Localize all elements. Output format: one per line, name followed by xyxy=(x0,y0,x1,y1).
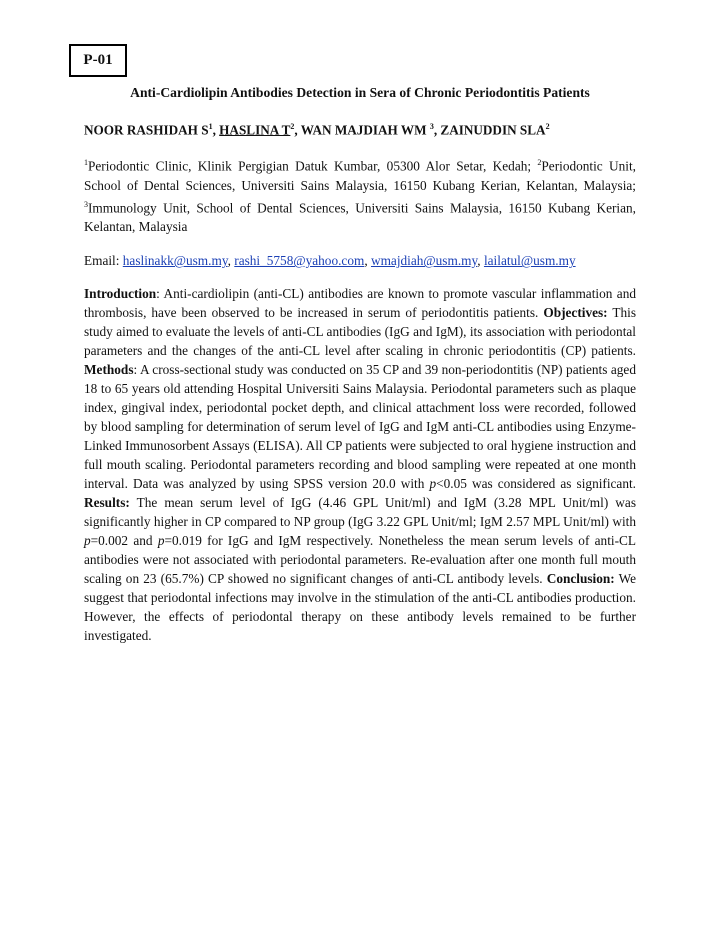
author-affil-sup: 3 xyxy=(429,122,434,131)
author-name: NOOR RASHIDAH S xyxy=(84,122,209,138)
results-text: =0.019 for IgG and IgM respectively. Nonetheless the mean serum levels of anti-CL antibodies were not associated with periodontal parameters. Re-evaluation after one month full mouth scaling on 23 (65.7%) CP showed no significant changes of anti-CL antibody levels. xyxy=(84,533,637,587)
p-value-symbol: p xyxy=(157,533,165,549)
author-list xyxy=(84,118,636,139)
methods-text: <0.05 was considered as significant. xyxy=(436,476,636,492)
email-separator: , xyxy=(364,253,371,269)
author-affil-sup: 2 xyxy=(290,122,295,131)
email-separator: , xyxy=(227,253,235,269)
paper-title: Anti-Cardiolipin Antibodies Detection in Sera of Chronic Periodontitis Patients xyxy=(130,85,590,100)
email-link[interactable]: wmajdiah@usm.my xyxy=(370,253,478,269)
email-link[interactable]: haslinakk@usm.my xyxy=(122,253,228,269)
methods-heading: Methods xyxy=(84,362,134,378)
conclusion-text: We suggest that periodontal infections may involve in the stimulation of the anti-CL antibodies production. However, the effects of periodontal therapy on these antibody levels remained to be further investigated. xyxy=(84,571,636,644)
abstract-text xyxy=(84,284,636,645)
objectives-text: This study aimed to evaluate the levels of anti-CL antibodies (IgG and IgM), its association with periodontal parameters and the changes of the anti-CL level after scaling in chronic periodontitis (CP) patients. xyxy=(84,305,636,359)
author-separator: , xyxy=(212,122,220,138)
author-affil-sup: 1 xyxy=(208,122,213,131)
email-link[interactable]: rashi_5758@yahoo.com xyxy=(234,253,365,269)
email-separator: , xyxy=(477,253,484,269)
abstract-code-box: P-01 xyxy=(69,44,127,77)
intro-text: : Anti-cardiolipin (anti-CL) antibodies are known to promote vascular inflammation and thrombosis, have been observed to be increased in serum of periodontitis patients. xyxy=(84,286,636,321)
email-line xyxy=(84,252,636,270)
abstract-body xyxy=(84,84,636,645)
results-heading: Results: xyxy=(84,495,130,511)
author-separator: , xyxy=(294,122,301,138)
affiliation-text: Immunology Unit, School of Dental Sciences, Universiti Sains Malaysia, 16150 Kubang Kerian, Kelantan, Malaysia xyxy=(84,200,636,235)
conclusion-heading: Conclusion: xyxy=(546,571,615,587)
p-value-symbol: p xyxy=(84,533,91,549)
author-separator: , xyxy=(433,122,441,138)
affil-sup: 3 xyxy=(84,199,88,209)
author-affil-sup: 2 xyxy=(545,122,550,131)
author-name-presenting: HASLINA T xyxy=(219,122,291,138)
affiliation-text: Periodontic Unit, School of Dental Sciences, Universiti Sains Malaysia, 16150 Kubang Kerian, Kelantan, Malaysia; xyxy=(84,158,637,193)
email-label: Email: xyxy=(84,253,123,269)
results-text: The mean serum level of IgG (4.46 GPL Unit/ml) and IgM (3.28 MPL Unit/ml) was significantly higher in CP compared to NP group (IgG 3.22 GPL Unit/ml; IgM 2.57 MPL Unit/ml) with xyxy=(84,495,636,530)
email-link[interactable]: lailatul@usm.my xyxy=(483,253,576,269)
methods-text: : A cross-sectional study was conducted on 35 CP and 39 non-periodontitis (NP) patients aged 18 to 65 years old attending Hospital Universiti Sains Malaysia. Periodontal parameters such as plaque index, gingival index, periodontal pocket depth, and clinical attachment loss were recorded, followed by blood sampling for determination of serum level of IgG and IgM anti-CL antibodies using Enzyme-Linked Immunosorbent Assays (ELISA). All CP patients were subjected to oral hygiene instruction and full mouth scaling. Periodontal parameters recording and blood sampling were repeated at one month interval. Data was analyzed by using SPSS version 20.0 with xyxy=(84,362,636,492)
p-value-symbol: p xyxy=(429,476,437,492)
intro-heading: Introduction xyxy=(84,286,157,302)
affil-sup: 1 xyxy=(84,158,88,168)
affil-sup: 2 xyxy=(537,158,542,168)
affiliations xyxy=(84,153,636,236)
results-text: =0.002 and xyxy=(90,533,158,549)
affiliation-text: Periodontic Clinic, Klinik Pergigian Datuk Kumbar, 05300 Alor Setar, Kedah; xyxy=(88,158,538,174)
author-name: WAN MAJDIAH WM xyxy=(300,122,430,138)
objectives-heading: Objectives: xyxy=(543,305,608,321)
author-name: ZAINUDDIN SLA xyxy=(440,122,546,138)
